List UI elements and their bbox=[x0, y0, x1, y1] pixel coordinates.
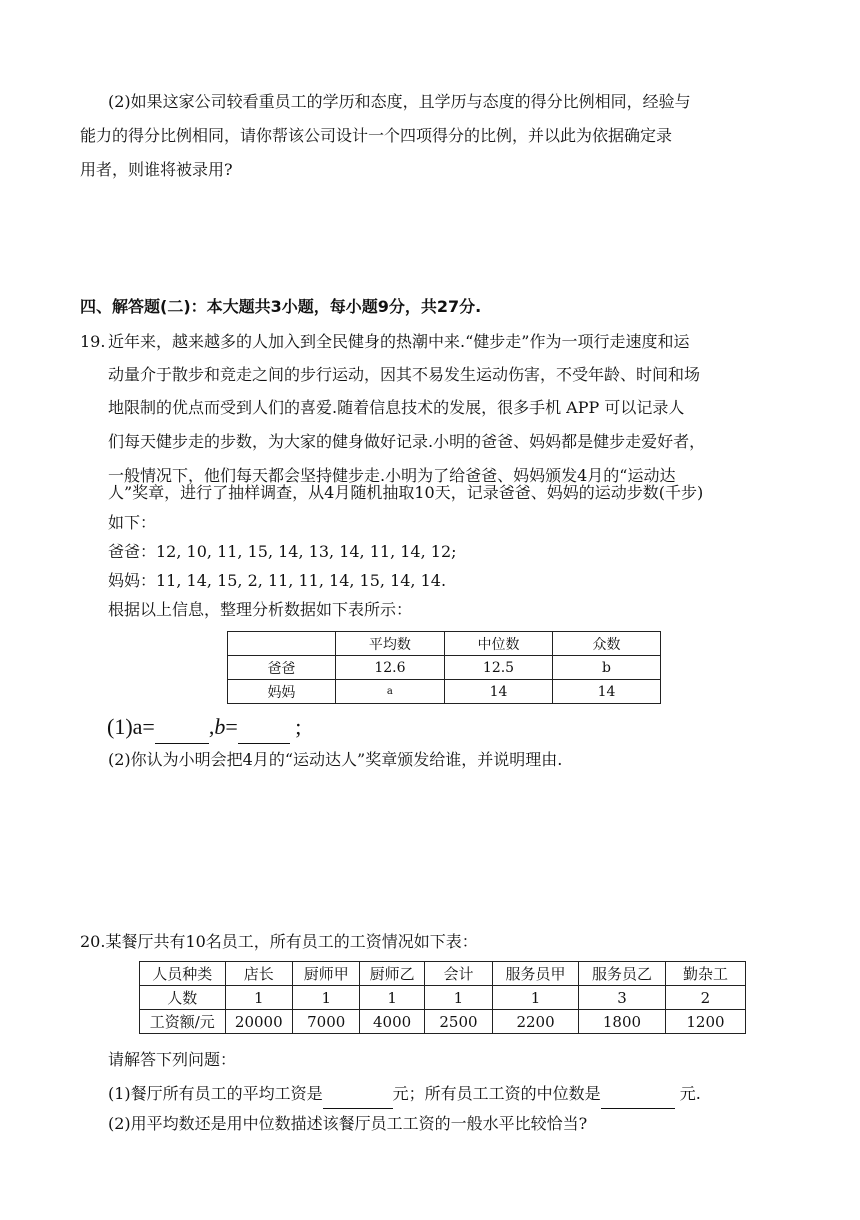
table-cell: 1 bbox=[225, 986, 293, 1010]
q20-part1-b: 元；所有员工工资的中位数是 bbox=[392, 1084, 601, 1103]
table-cell: 勤杂工 bbox=[665, 962, 745, 986]
q19-part1-comma: , bbox=[208, 714, 215, 739]
q19-table-intro: 根据以上信息，整理分析数据如下表所示： bbox=[108, 600, 413, 619]
table-cell: 3 bbox=[579, 986, 666, 1010]
table-cell: 1 bbox=[360, 986, 424, 1010]
q20-part1-a: (1)餐厅所有员工的平均工资是 bbox=[108, 1084, 323, 1103]
q19-line-4: 们每天健步走的步数，为大家的健身做好记录.小明的爸爸、妈妈都是健步走爱好者， bbox=[108, 432, 706, 451]
q19-line-7: 如下： bbox=[108, 513, 157, 532]
table-row bbox=[140, 1010, 746, 1034]
table-cell: 人员种类 bbox=[140, 962, 226, 986]
q19-line-1: 近年来，越来越多的人加入到全民健身的热潮中来.“健步走”作为一项行走速度和运 bbox=[108, 332, 690, 351]
table-row bbox=[228, 656, 661, 680]
q19-part1-end: ; bbox=[295, 714, 302, 739]
table-cell: 厨师甲 bbox=[293, 962, 360, 986]
q20-part1-c: 元. bbox=[679, 1084, 701, 1103]
section4-heading: 四、解答题(二)：本大题共3小题，每小题9分，共27分. bbox=[80, 297, 482, 316]
table-row bbox=[228, 680, 661, 704]
q19-line-5: 一般情况下，他们每天都会坚持健步走.小明为了给爸爸、妈妈颁发4月的“运动达 bbox=[108, 466, 676, 485]
table-cell: 4000 bbox=[360, 1010, 424, 1034]
table-cell: 工资额/元 bbox=[140, 1010, 226, 1034]
table-cell: 平均数 bbox=[335, 632, 444, 656]
q19-part2: (2)你认为小明会把4月的“运动达人”奖章颁发给谁，并说明理由. bbox=[108, 750, 563, 769]
table-cell: 7000 bbox=[293, 1010, 360, 1034]
q19-number: 19. bbox=[80, 332, 106, 351]
table-cell: 服务员乙 bbox=[579, 962, 666, 986]
q18-part2-line3: 用者，则谁将被录用? bbox=[80, 160, 233, 179]
table-cell bbox=[228, 632, 336, 656]
table-cell: 服务员甲 bbox=[493, 962, 579, 986]
table-cell: 2500 bbox=[424, 1010, 492, 1034]
answer-blank-a[interactable] bbox=[155, 711, 209, 744]
q20-intro: 20.某餐厅共有10名员工，所有员工的工资情况如下表： bbox=[80, 932, 478, 951]
table-cell: 14 bbox=[553, 680, 661, 704]
table-cell: 厨师乙 bbox=[360, 962, 424, 986]
table-cell: 12.6 bbox=[335, 656, 444, 680]
table-cell: 14 bbox=[444, 680, 552, 704]
answer-blank-mean[interactable] bbox=[323, 1080, 393, 1109]
q20-part2: (2)用平均数还是用中位数描述该餐厅员工工资的一般水平比较恰当? bbox=[108, 1114, 588, 1133]
answer-blank-median[interactable] bbox=[601, 1080, 675, 1109]
table-cell: 众数 bbox=[553, 632, 661, 656]
table-cell: 2 bbox=[665, 986, 745, 1010]
table-cell: 1 bbox=[293, 986, 360, 1010]
table-cell: 1 bbox=[424, 986, 492, 1010]
q19-dad-data: 爸爸：12, 10, 11, 15, 14, 13, 14, 11, 14, 12; bbox=[108, 542, 457, 561]
q19-line-2: 动量介于散步和竞走之间的步行运动，因其不易发生运动伤害，不受年龄、时间和场 bbox=[108, 365, 701, 384]
table-row bbox=[140, 986, 746, 1010]
q19-mom-data: 妈妈：11, 14, 15, 2, 11, 11, 14, 15, 14, 14. bbox=[108, 571, 447, 590]
q20-part1 bbox=[108, 1080, 701, 1109]
table-cell: 1200 bbox=[665, 1010, 745, 1034]
table-cell: 爸爸 bbox=[228, 656, 336, 680]
table-cell: 中位数 bbox=[444, 632, 552, 656]
q20-wage-table bbox=[139, 961, 746, 1034]
table-cell: 妈妈 bbox=[228, 680, 336, 704]
q18-part2-line2: 能力的得分比例相同，请你帮该公司设计一个四项得分的比例，并以此为依据确定录 bbox=[80, 126, 673, 145]
table-header-row bbox=[228, 632, 661, 656]
q19-stats-table bbox=[227, 631, 661, 704]
answer-blank-b[interactable] bbox=[238, 711, 290, 744]
q19-part1-eq: = bbox=[225, 714, 238, 739]
table-cell: 店长 bbox=[225, 962, 293, 986]
q19-part1 bbox=[107, 711, 301, 744]
q20-prompt: 请解答下列问题： bbox=[108, 1050, 237, 1069]
table-cell: 2200 bbox=[493, 1010, 579, 1034]
q18-part2-line1: (2)如果这家公司较看重员工的学历和态度，且学历与态度的得分比例相同，经验与 bbox=[108, 92, 691, 111]
q19-part1-b: b bbox=[214, 714, 226, 739]
table-cell: a bbox=[335, 680, 444, 704]
table-cell: 12.5 bbox=[444, 656, 552, 680]
table-cell: 1800 bbox=[579, 1010, 666, 1034]
q19-line-3: 地限制的优点而受到人们的喜爱.随着信息技术的发展，很多手机 APP 可以记录人 bbox=[108, 398, 685, 417]
table-header-row bbox=[140, 962, 746, 986]
q19-line-6: 人”奖章，进行了抽样调查，从4月随机抽取10天，记录爸爸、妈妈的运动步数(千步) bbox=[108, 483, 704, 502]
table-cell: 人数 bbox=[140, 986, 226, 1010]
table-cell: b bbox=[553, 656, 661, 680]
table-cell: 会计 bbox=[424, 962, 492, 986]
q19-part1-prefix: (1)a= bbox=[107, 714, 155, 739]
table-cell: 20000 bbox=[225, 1010, 293, 1034]
table-cell: 1 bbox=[493, 986, 579, 1010]
